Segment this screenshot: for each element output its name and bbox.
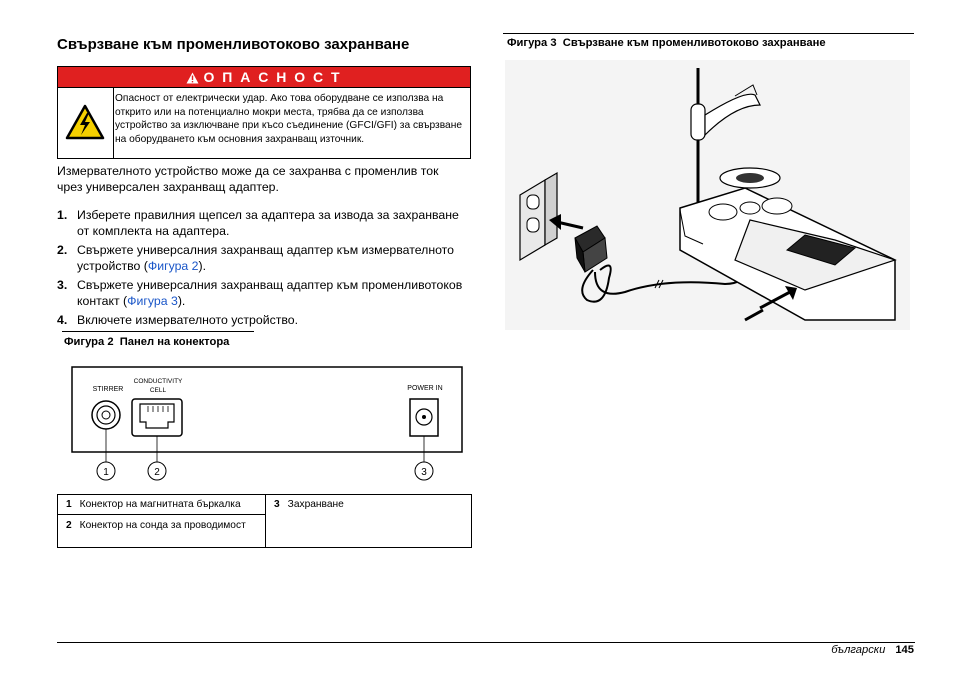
figure-2-title: Панел на конектора	[119, 336, 230, 348]
figure-2-link[interactable]: Фигура 2	[147, 258, 199, 273]
legend-text: Захранване	[287, 499, 344, 510]
footer-language: български	[831, 644, 886, 656]
legend-item-3	[274, 499, 344, 510]
legend-column-1	[58, 495, 266, 547]
footer-rule	[57, 642, 915, 643]
step-text-end: ).	[177, 293, 186, 308]
step-number: 2.	[57, 243, 68, 257]
legend-number: 2	[66, 520, 72, 531]
step-text: Свържете универсалния захранващ адаптер към измервателното устройство (	[77, 243, 455, 273]
danger-icon-cell	[58, 87, 114, 158]
step-text: Свържете универсалния захранващ адаптер към променливотоков контакт (	[77, 278, 463, 308]
figure-2-caption	[64, 336, 229, 348]
ac-power-connection-illustration	[505, 60, 910, 330]
callout-2-number: 2	[154, 467, 160, 478]
legend-item-2	[58, 514, 265, 548]
danger-header	[58, 67, 470, 88]
step-number: 4.	[57, 313, 68, 327]
danger-label: О П А С Н О С Т	[203, 69, 342, 85]
page-footer	[831, 644, 914, 656]
step-1	[57, 208, 467, 239]
danger-text: Опасност от електрически удар. Ако това оборудване се използва на открито или на потенциално мокри места, трябва да се използва устройство за изключване при късо съединение (GFCI/GFI) за свързване на оборудването към основния захранващ източник.	[115, 93, 462, 145]
step-3	[57, 278, 467, 309]
figure-3-label: Фигура 3	[507, 37, 557, 49]
callout-3-number: 3	[421, 467, 427, 478]
page-number: 145	[895, 644, 914, 656]
step-2	[57, 243, 467, 274]
figure-3-title: Свързване към променливотоково захранване	[562, 37, 826, 49]
connector-panel-diagram	[60, 362, 470, 487]
power-in-connector	[410, 399, 438, 436]
warning-triangle-icon	[186, 69, 199, 89]
step-number: 1.	[57, 208, 68, 222]
step-number: 3.	[57, 278, 68, 292]
cell-label: CELL	[149, 387, 167, 394]
legend-number: 3	[274, 499, 280, 510]
figure-2-rule	[62, 331, 254, 332]
conductivity-label: CONDUCTIVITY	[133, 378, 183, 385]
step-text-end: ).	[198, 258, 207, 273]
legend-number: 1	[66, 499, 72, 510]
figure-2-legend	[57, 494, 472, 548]
intro-paragraph: Измервателното устройство може да се захранва с променлив ток чрез универсален захранващ адаптер.	[57, 164, 439, 194]
legend-item-1	[66, 499, 261, 510]
step-text: Включете измервателното устройство.	[77, 313, 299, 327]
power-in-label: POWER IN	[407, 385, 443, 392]
steps-list	[57, 208, 467, 333]
figure-3-caption	[507, 37, 826, 49]
panel-outline	[72, 367, 462, 452]
step-4	[57, 313, 467, 329]
figure-2-label: Фигура 2	[64, 336, 114, 348]
stirrer-connector	[92, 401, 120, 429]
figure-3-link[interactable]: Фигура 3	[127, 293, 178, 308]
legend-text: Конектор на магнитната бъркалка	[79, 499, 241, 510]
electric-hazard-icon	[65, 104, 105, 140]
step-text: Изберете правилния щепсел за адаптера за извода за захранване от комплекта на адаптера.	[77, 208, 459, 238]
conductivity-cell-connector	[132, 399, 182, 436]
section-title: Свързване към променливотоково захранване	[57, 36, 410, 53]
legend-text: Конектор на сонда за проводимост	[79, 520, 246, 531]
figure-3-rule	[503, 33, 914, 34]
danger-box	[57, 66, 471, 159]
stirrer-label: STIRRER	[92, 386, 124, 393]
callout-1-number: 1	[103, 467, 109, 478]
